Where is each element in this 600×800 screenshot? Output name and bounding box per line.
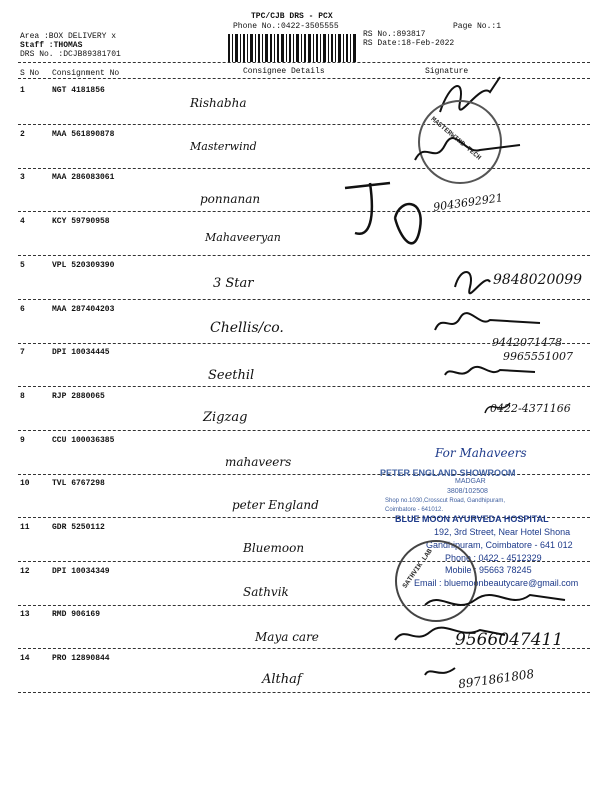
row-number: 14 [20, 654, 30, 663]
peter-england-madgar: MADGAR [455, 478, 486, 485]
drs-number: DRS No. :DCJB89381701 [20, 50, 121, 59]
rs-date: RS Date:18-Feb-2022 [363, 39, 455, 48]
row-number: 11 [20, 523, 30, 532]
phone-handwriting-row13: 9566047411 [455, 630, 564, 650]
phone-handwriting-row8: 0422-4371166 [490, 402, 571, 415]
consignee-handwriting: Bluemoon [243, 541, 305, 555]
bluemoon-phone: Phone : 0422 - 4512329 [445, 553, 542, 563]
consignment-number: DPI 10034445 [52, 348, 110, 357]
row-number: 5 [20, 261, 25, 270]
consignee-handwriting: 3 Star [213, 276, 254, 291]
col-consignee: Consignee Details [243, 67, 325, 76]
signature-scribble-row12 [420, 585, 570, 620]
col-sno: S No [20, 69, 40, 78]
header-divider-top [18, 62, 590, 63]
phone-handwriting-row3: 9043692921 [432, 191, 504, 214]
consignment-number: MAA 287404203 [52, 305, 115, 314]
bluemoon-addr1: 192, 3rd Street, Near Hotel Shona [434, 527, 571, 537]
consignee-handwriting: peter England [232, 498, 319, 512]
signature-scribble-row14 [420, 660, 460, 685]
row-divider [18, 386, 590, 387]
doc-title: TPC/CJB DRS - PCX [251, 12, 333, 21]
consignment-number: NGT 4181856 [52, 86, 105, 95]
barcode [228, 34, 356, 62]
row-divider [18, 299, 590, 300]
signature-scribble-row7 [440, 360, 540, 385]
rs-number: RS No.:893817 [363, 30, 426, 39]
page-number: Page No.:1 [453, 22, 502, 31]
row-number: 1 [20, 86, 25, 95]
row-number: 8 [20, 392, 25, 401]
consignee-handwriting: Sathvik [243, 585, 289, 599]
consignment-number: DPI 10034349 [52, 567, 110, 576]
signature-scribble-row5 [450, 262, 495, 297]
consignment-number: VPL 520309390 [52, 261, 115, 270]
consignee-handwriting: Maya care [255, 630, 319, 644]
phone-number: Phone No.:0422-3505555 [233, 22, 339, 31]
row-divider [18, 430, 590, 431]
peter-england-code: 3808/102508 [447, 488, 488, 495]
row-divider [18, 692, 590, 693]
consignment-number: MAA 561890878 [52, 130, 115, 139]
consignment-number: GDR 5250112 [52, 523, 105, 532]
bluemoon-email: Email : bluemoonbeautycare@gmail.com [414, 578, 579, 588]
consignee-handwriting: Chellis/co. [210, 320, 284, 336]
row-divider [18, 211, 590, 212]
row-number: 13 [20, 610, 30, 619]
peter-england-addr2: Coimbatore - 641012. [385, 507, 444, 513]
row-divider [18, 124, 590, 125]
consignment-number: RMD 906169 [52, 610, 101, 619]
consignee-handwriting: ponnanan [200, 192, 261, 206]
consignment-number: PRO 12890844 [52, 654, 110, 663]
row-number: 9 [20, 436, 25, 445]
phone-handwriting-row6a: 9442071478 [492, 336, 562, 349]
signature-scribble-row6 [430, 308, 550, 338]
area-label: Area :BOX DELIVERY x [20, 32, 117, 41]
consignment-number: TVL 6767298 [52, 479, 105, 488]
row-number: 3 [20, 173, 25, 182]
consignee-handwriting: Mahaveeryan [205, 231, 281, 244]
staff-label: Staff :THOMAS [20, 41, 83, 50]
peter-england-addr1: Shop no.1030,Crosscut Road, Gandhipuram, [385, 498, 506, 504]
bluemoon-title: BLUE MOON AYURVEDA HOSPITAL [395, 514, 549, 524]
sathvik-stamp-text: SATHVIK LAB [401, 547, 435, 591]
row-number: 2 [20, 130, 25, 139]
consignment-number: CCU 100036385 [52, 436, 115, 445]
consignee-handwriting: Seethil [208, 368, 255, 383]
bluemoon-addr2: Gandhipuram, Coimbatore - 641 012 [426, 540, 573, 550]
col-consignment: Consignment No [52, 69, 120, 78]
consignment-number: MAA 286083061 [52, 173, 115, 182]
phone-handwriting-row14: 8971861808 [457, 666, 535, 692]
consignee-handwriting: Rishabha [190, 96, 247, 110]
consignee-handwriting: Masterwind [190, 140, 257, 153]
consignment-number: KCY 59790958 [52, 217, 110, 226]
phone-handwriting-row6b: 9965551007 [503, 350, 573, 363]
consignee-handwriting: mahaveers [225, 455, 292, 469]
consignee-handwriting: Althaf [262, 672, 302, 687]
consignee-handwriting: Zigzag [203, 410, 248, 425]
consignment-number: RJP 2880065 [52, 392, 105, 401]
signature-scribble-row2 [410, 130, 530, 170]
peter-england-title: PETER ENGLAND SHOWROOM [380, 468, 516, 478]
mahaveers-for-text: For Mahaveers [435, 446, 527, 460]
row-number: 6 [20, 305, 25, 314]
row-number: 10 [20, 479, 30, 488]
col-signature: Signature [425, 67, 469, 76]
row-number: 12 [20, 567, 30, 576]
row-number: 7 [20, 348, 25, 357]
phone-handwriting-row5: 9848020099 [493, 272, 583, 288]
bluemoon-mobile: Mobile : 95663 78245 [445, 565, 532, 575]
row-number: 4 [20, 217, 25, 226]
row-divider [18, 255, 590, 256]
masterwind-stamp-text: MASTERWIND TECH [428, 115, 483, 163]
